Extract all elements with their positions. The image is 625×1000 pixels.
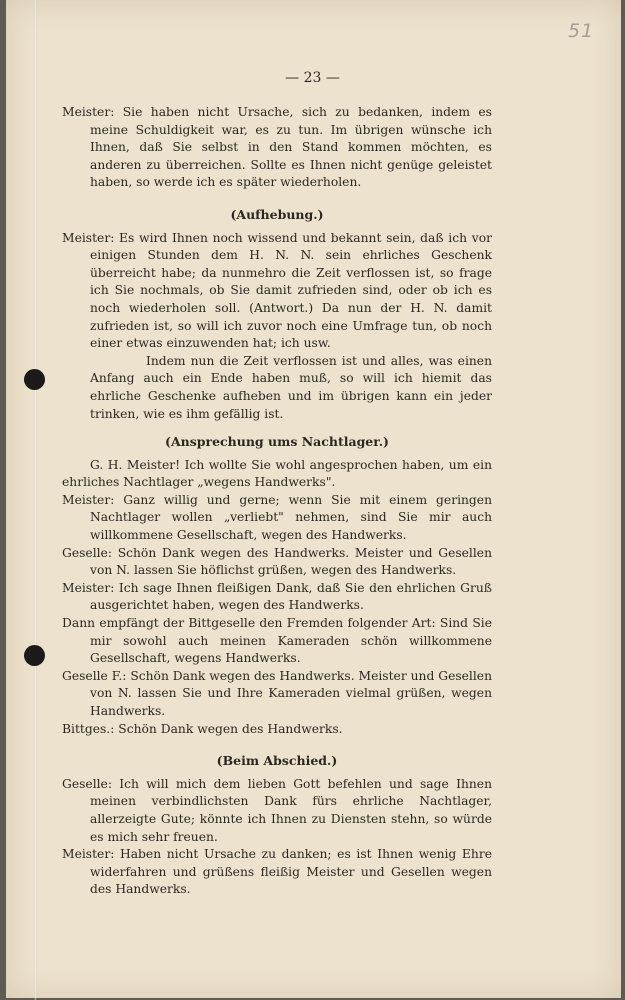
- dialogue-paragraph: Meister: Ich sage Ihnen fleißigen Dank, daß Sie den ehrlichen Gruß ausgerichtet haben, wegen des Handwerks.: [62, 580, 492, 613]
- dialogue-paragraph: Geselle F.: Schön Dank wegen des Handwerks. Meister und Gesellen von N. lassen Sie und Ihre Kameraden vielmal grüßen, wegen Handwerks.: [62, 668, 492, 718]
- page-number: — 23 —: [285, 70, 340, 86]
- page-content: [62, 104, 492, 899]
- dialogue-paragraph: Bittges.: Schön Dank wegen des Handwerks.: [62, 721, 343, 736]
- dialogue-paragraph: Geselle: Ich will mich dem lieben Gott befehlen und sage Ihnen meinen verbindlichsten Dank fürs ehrliche Nachtlager, allerzeigte Gute; könnte ich Ihnen zu Diensten stehn, so würde es mich sehr freuen.: [62, 776, 492, 844]
- page-fold: [34, 0, 37, 1000]
- punch-hole-top: [24, 369, 45, 390]
- section-heading-ansprechung: (Ansprechung ums Nachtlager.): [165, 434, 389, 450]
- punch-hole-bottom: [24, 645, 45, 666]
- dialogue-paragraph: Geselle: Schön Dank wegen des Handwerks. Meister und Gesellen von N. lassen Sie höflichst grüßen, wegen des Handwerks.: [62, 545, 492, 578]
- dialogue-paragraph: Meister: Sie haben nicht Ursache, sich zu bedanken, indem es meine Schuldigkeit war, es zu tun. Im übrigen wünsche ich Ihnen, daß Sie selbst in den Stand kommen möchten, es anderen zu überreichen. Sollte es Ihnen nicht genüge geleistet haben, so werde ich es später wiederholen.: [62, 105, 492, 190]
- dialogue-paragraph: Indem nun die Zeit verflossen ist und alles, was einen Anfang auch ein Ende haben muß, so will ich hiemit das ehrliche Geschenke aufheben und im übrigen kann ein jeder trinken, wie es ihm gefällig ist.: [90, 353, 492, 421]
- dialogue-paragraph: Dann empfängt der Bittgeselle den Fremden folgender Art: Sind Sie mir sowohl auch meinen Kameraden schön willkommene Gesellschaft, wegens Handwerks.: [62, 616, 492, 666]
- handwritten-page-mark: 51: [568, 20, 595, 42]
- dialogue-paragraph: Meister: Haben nicht Ursache zu danken; es ist Ihnen wenig Ehre widerfahren und grüßens fleißig Meister und Gesellen wegen des Handwerks.: [62, 847, 492, 897]
- dialogue-paragraph: Meister: Ganz willig und gerne; wenn Sie mit einem geringen Nachtlager wollen „verliebt" nehmen, sind Sie mir auch willkommene Gesellschaft, wegen des Handwerks.: [62, 492, 492, 543]
- dialogue-paragraph: Meister: Es wird Ihnen noch wissend und bekannt sein, daß ich vor einigen Stunden dem H. N. N. sein ehrliches Geschenk überreicht habe; da nunmehro die Zeit verflossen ist, so frage ich Sie nochmals, ob Sie damit zufrieden sind, oder ob ich es noch wiederholen soll. (Antwort.) Da nun der H. N. damit zufrieden ist, so will ich zuvor noch eine Umfrage tun, ob noch einer etwas einzuwenden hat; ich usw.: [62, 230, 492, 351]
- section-heading-abschied: (Beim Abschied.): [216, 753, 338, 769]
- dialogue-paragraph: G. H. Meister! Ich wollte Sie wohl angesprochen haben, um ein ehrliches Nachtlager „wegens Handwerks".: [62, 457, 492, 490]
- section-heading-aufhebung: (Aufhebung.): [230, 206, 324, 222]
